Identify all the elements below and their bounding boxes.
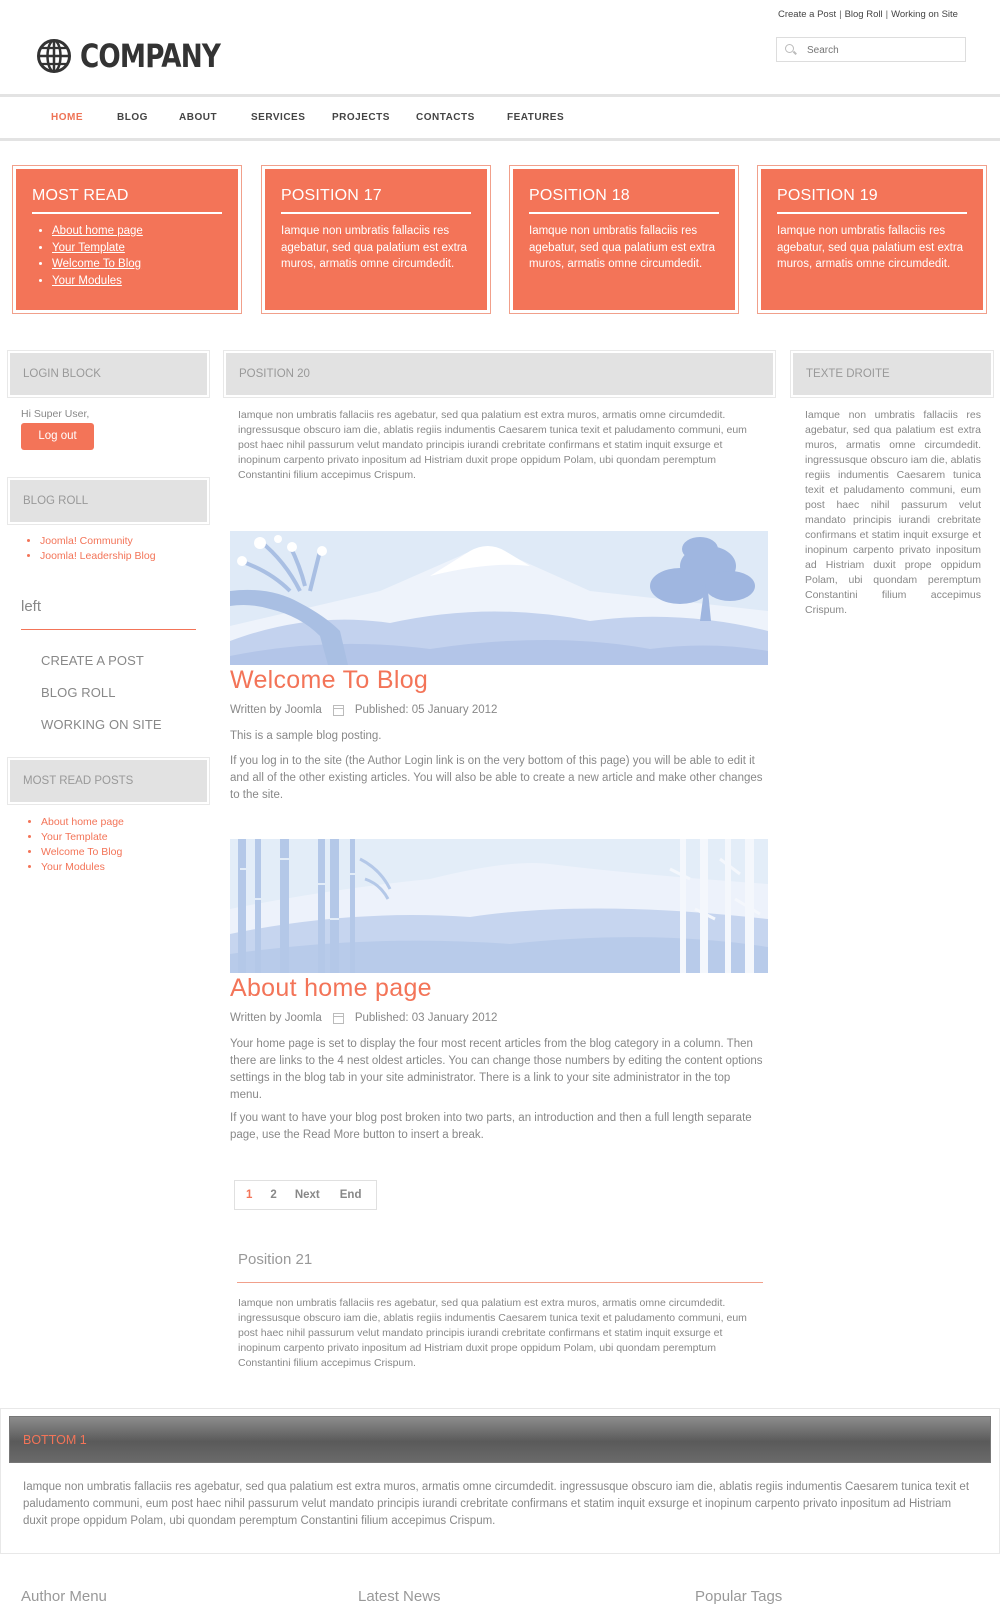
position-18-text: Iamque non umbratis fallaciis res agebatur, sed qua palatium est extra muros, armatis omne circumdedit. [529, 225, 716, 270]
position-21-divider [237, 1282, 763, 1283]
position-17-title: POSITION 17 [281, 187, 471, 214]
position-20-header [223, 350, 776, 398]
position-17-text: Iamque non umbratis fallaciis res agebatur, sed qua palatium est extra muros, armatis omne circumdedit. [281, 225, 468, 270]
most-read-posts-title: MOST READ POSTS [10, 760, 207, 802]
menu-item-working-on-site[interactable]: WORKING ON SITE [41, 717, 162, 732]
article-meta [230, 704, 497, 716]
position-20-text: Iamque non umbratis fallaciis res agebatur, sed qua palatium est extra muros, armatis omne circumdedit. ingressusque obscuro iam die, ablatis regiis indumentis Caesarem tunica texit et paludamento communi, eum post haec nihil passurum velut mandato principis iurandi crebritate confirmans et statim inquit exsurge et inopinum carpento privato inpositum ad Histriam duxit prope oppidum Polam, ubi quondam peremptum Constantini filium accepimus Crispum. [238, 409, 747, 481]
article-image-bamboo [230, 839, 768, 973]
article-paragraph: If you log in to the site (the Author Login link is on the very bottom of this page) you will be able to edit it and all of the other existing articles. You will also be able to create a new article and make other changes to the site. [230, 755, 763, 801]
left-menu-divider [21, 629, 196, 630]
bamboo-illustration [230, 839, 768, 973]
nav-divider-bottom [0, 138, 1000, 141]
most-read-list [32, 223, 222, 289]
texte-droite-header [790, 350, 994, 398]
article-published: Published: 05 January 2012 [354, 704, 498, 716]
most-read-link[interactable]: About home page [52, 225, 143, 237]
most-read-post-item[interactable]: • Welcome To Blog [41, 845, 124, 860]
separator: | [885, 9, 889, 20]
top-link-blog-roll[interactable]: Blog Roll [844, 9, 883, 20]
texte-droite-text: Iamque non umbratis fallaciis res agebatur, sed qua palatium est extra muros, armatis omne circumdedit. ingressusque obscuro iam die, ablatis regiis indumentis Caesarem tunica texit et paludamento communi, eum post haec nihil passurum velut mandato principis iurandi crebritate confirmans et statim inquit exsurge et inopinum carpento privato inpositum ad Histriam duxit prope oppidum Polam, ubi quondam peremptum Constantini filium accepimus Crispum. [805, 409, 981, 616]
article-meta [230, 1012, 497, 1024]
article-image-mountain [230, 531, 768, 665]
position-19-title: POSITION 19 [777, 187, 967, 214]
search-box[interactable] [776, 37, 966, 62]
bottom-1-title: BOTTOM 1 [23, 1433, 87, 1447]
most-read-posts-header [7, 757, 210, 805]
nav-item-services[interactable]: SERVICES [251, 112, 306, 123]
article-title[interactable]: Welcome To Blog [230, 666, 429, 694]
article-published: Published: 03 January 2012 [354, 1012, 498, 1024]
nav-item-contacts[interactable]: CONTACTS [416, 112, 475, 123]
search-icon [785, 44, 794, 53]
left-menu-title: left [21, 598, 42, 615]
logo[interactable] [36, 37, 251, 75]
most-read-link[interactable]: Your Template [52, 241, 125, 254]
most-read-box [12, 165, 242, 314]
page-2-link[interactable]: 2 [270, 1189, 277, 1201]
most-read-post-item[interactable]: • Your Template [41, 830, 124, 845]
nav-item-home[interactable]: HOME [51, 112, 83, 123]
menu-item-blog-roll[interactable]: BLOG ROLL [41, 685, 116, 700]
article-author: Written by Joomla [230, 1012, 322, 1024]
article-author: Written by Joomla [230, 704, 322, 716]
next-page-link[interactable]: Next [294, 1189, 320, 1201]
calendar-icon [333, 705, 344, 716]
bottom-1-text: Iamque non umbratis fallaciis res agebatur, sed qua palatium est extra muros, armatis omne circumdedit. ingressusque obscuro iam die, ablatis regiis indumentis Caesarem tunica texit et paludamento communi, eum post haec nihil passurum velut mandato principis iurandi crebritate confirmans et statim inquit exsurge et inopinum carpento privato inpositum ad Histriam duxit prope oppidum Polam, ubi quondam peremptum Constantini filium accepimus Crispum. [23, 1481, 970, 1527]
most-read-posts-list [23, 815, 124, 875]
nav-item-projects[interactable]: PROJECTS [332, 112, 390, 123]
article-paragraph: Your home page is set to display the four most recent articles from the blog category in a column. Then there are links to the 4 nest oldest articles. You can change those numbers by editing the content options settings in the blog tab in your site administrator. There is a link to your site administrator in the top menu. [230, 1038, 763, 1101]
footer-author-menu-title: Author Menu [21, 1588, 107, 1605]
position-19-text: Iamque non umbratis fallaciis res agebatur, sed qua palatium est extra muros, armatis omne circumdedit. [777, 225, 964, 270]
end-page-link[interactable]: End [339, 1189, 362, 1201]
login-block-title: LOGIN BLOCK [10, 353, 207, 395]
most-read-post-item[interactable]: • About home page [41, 815, 124, 830]
globe-icon [36, 38, 72, 74]
main-nav [0, 97, 1000, 139]
blog-roll-list [22, 534, 156, 564]
position-20-title: POSITION 20 [226, 353, 773, 395]
position-21-text: Iamque non umbratis fallaciis res agebatur, sed qua palatium est extra muros, armatis omne circumdedit. ingressusque obscuro iam die, ablatis regiis indumentis Caesarem tunica texit et paludamento communi, eum post haec nihil passurum velut mandato principis iurandi crebritate confirmans et statim inquit exsurge et inopinum carpento privato inpositum ad Histriam duxit prope oppidum Polam, ubi quondam peremptum Constantini filium accepimus Crispum. [238, 1297, 747, 1369]
most-read-link[interactable]: Welcome To Blog [52, 258, 142, 270]
blog-roll-title: BLOG ROLL [10, 480, 207, 522]
search-input[interactable] [807, 42, 957, 58]
position-19-box [757, 165, 987, 314]
most-read-title: MOST READ [32, 187, 222, 214]
logo-text: COMPANY [80, 37, 221, 75]
top-links [778, 9, 958, 20]
article-title[interactable]: About home page [230, 974, 432, 1002]
most-read-link[interactable]: Your Modules [52, 274, 122, 287]
position-21-title: Position 21 [238, 1251, 313, 1268]
most-read-post-item[interactable]: • Your Modules [41, 860, 124, 875]
footer-popular-tags-title: Popular Tags [695, 1588, 783, 1605]
blog-roll-header [7, 477, 210, 525]
login-block-header [7, 350, 210, 398]
greeting-text: Hi Super User, [21, 408, 90, 420]
position-18-box [509, 165, 739, 314]
calendar-icon [333, 1013, 344, 1024]
menu-item-create-post[interactable]: CREATE A POST [41, 653, 144, 668]
position-18-title: POSITION 18 [529, 187, 719, 214]
mountain-illustration [230, 531, 768, 665]
article-paragraph: If you want to have your blog post broken into two parts, an introduction and then a full length separate page, use the Read More button to insert a break. [230, 1112, 752, 1141]
separator: | [839, 9, 842, 20]
nav-item-about[interactable]: ABOUT [179, 112, 218, 123]
position-17-box [261, 165, 491, 314]
article-intro: This is a sample blog posting. [230, 730, 382, 742]
nav-item-blog[interactable]: BLOG [117, 112, 148, 123]
nav-item-features[interactable]: FEATURES [507, 112, 565, 123]
page-1-link[interactable]: 1 [246, 1189, 253, 1201]
top-link-create-post[interactable]: Create a Post [778, 9, 837, 20]
top-link-working-on-site[interactable]: Working on Site [891, 9, 958, 20]
footer-latest-news-title: Latest News [358, 1588, 441, 1605]
logout-button[interactable]: Log out [21, 423, 94, 450]
blog-roll-item[interactable]: • Joomla! Community [40, 534, 156, 549]
texte-droite-title: TEXTE DROITE [793, 353, 991, 395]
blog-roll-item[interactable]: • Joomla! Leadership Blog [40, 549, 156, 564]
pagination [234, 1180, 377, 1210]
bottom-1-header [9, 1416, 991, 1463]
